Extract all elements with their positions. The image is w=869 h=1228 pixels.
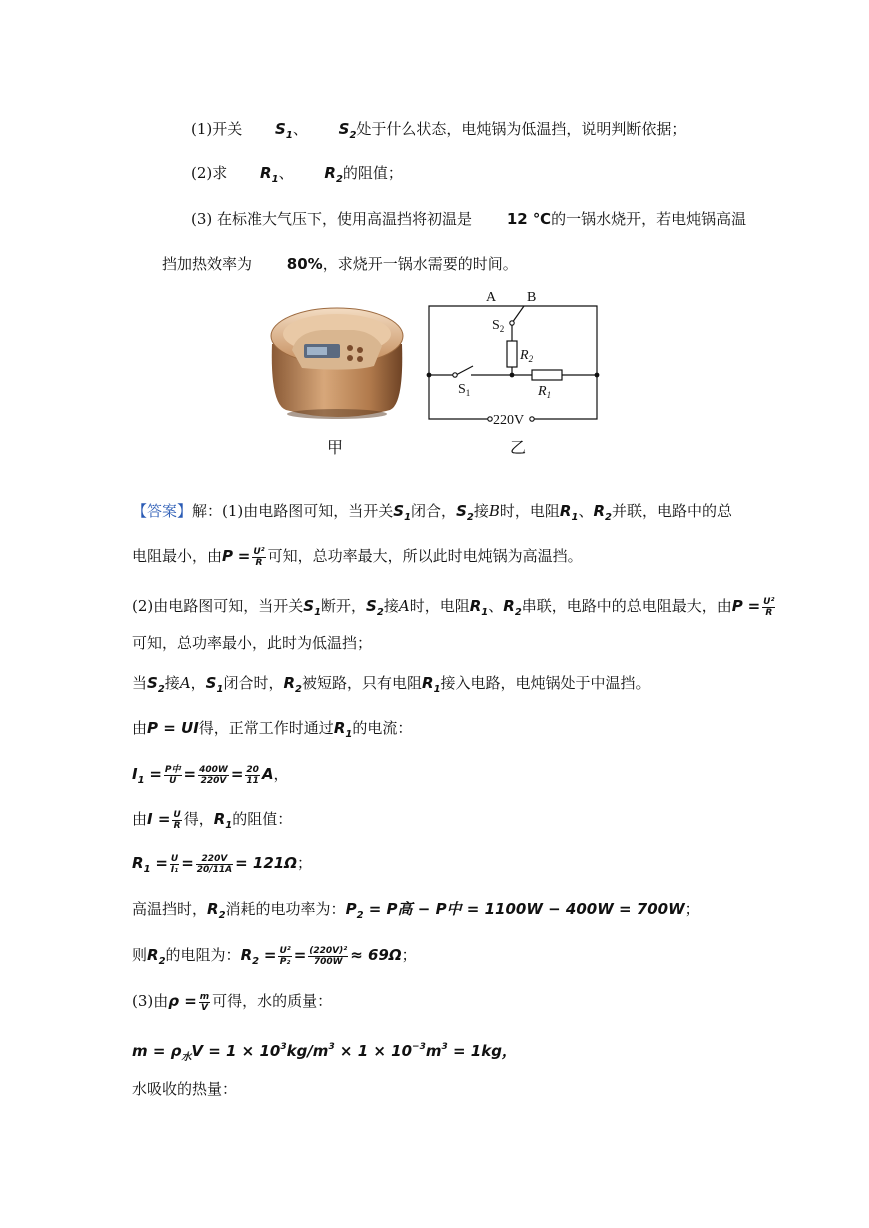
figure-label-yi: 乙 xyxy=(510,438,527,457)
answer-line-3: (2)由电路图可知，当开关$S_1$断开，$S_2$接A时，电阻$R_1$、$R_2$串联，电路中的总电阻最大，由P = $\frac{\text{U²}}{R}$ xyxy=(132,596,775,618)
s2-pivot xyxy=(510,321,514,325)
s2-label: $S_2$ xyxy=(492,318,505,334)
r1-label: $R_1$ xyxy=(538,384,552,400)
node-b-label: B xyxy=(527,290,537,305)
q2-r2: $R_2$ xyxy=(324,164,343,185)
answer-line-7: $I_1$ = $\frac{\text{P中}}{U}$ = $\frac{400W}{220V}$ = $\frac{20}{11}$ A， xyxy=(132,764,289,786)
answer-line-5: 当$S_2$接A，$S_1$闭合时，$R_2$被短路，只有电阻$R_1$接入电路，电炖锅处于中温挡。 xyxy=(132,674,651,695)
answer-line-1: 【答案】解：(1)由电路图可知，当开关$S_1$闭合，$S_2$接B时，电阻$R_1$、$R_2$并联，电路中的总 xyxy=(132,502,732,523)
voltage-label: 220V xyxy=(493,413,525,428)
circuit-diagram xyxy=(420,285,610,431)
answer-line-9: $R_1$ = $\frac{U}{\text{I₁}}$ = $\frac{220V}{20/11A}$ = 121Ω； xyxy=(132,853,312,875)
q1-s2: $S_2$ xyxy=(338,120,357,141)
rice-cooker-illustration xyxy=(262,296,412,422)
s1-label: $S_1$ xyxy=(458,382,471,398)
answer-line-2: 电阻最小，由P = $\frac{\text{U²}}{R}$ 可知，总功率最大，所以此时电炖锅为高温挡。 xyxy=(132,546,583,568)
question-3-line1: (3) 在标准大气压下，使用高温挡将初温是 12 ℃的一锅水烧开，若电炖锅高温 xyxy=(191,210,747,228)
node-a-label: A xyxy=(486,290,497,305)
terminal-right xyxy=(530,417,534,421)
answer-line-13: $m = \rho_水V = 1 \times 10^3kg/m^3 \times 1 \times 10^{-3}m^3 = 1kg$， xyxy=(132,1042,517,1063)
question-3-line2: 挡加热效率为 80%，求烧开一锅水需要的时间。 xyxy=(162,255,518,273)
q1-prefix: 开关 xyxy=(212,120,243,138)
q1-number: (1) xyxy=(191,120,213,138)
question-1: (1)开关 $S_1$、 $S_2$处于什么状态，电炖锅为低温挡，说明判断依据； xyxy=(191,120,687,141)
answer-line-10: 高温挡时，$R_2$消耗的电功率为：$P_2 = P$高 − P中 = 1100W − 400W = 700W； xyxy=(132,900,700,921)
r2-label: $R_2$ xyxy=(520,348,534,364)
s1-contact-left xyxy=(453,373,457,377)
junction-left xyxy=(427,373,432,378)
junction-right xyxy=(595,373,600,378)
terminal-left xyxy=(488,417,492,421)
q3-temperature: 12 ℃ xyxy=(506,210,552,228)
q3-efficiency: 80% xyxy=(286,255,323,273)
question-2: (2)求 $R_1$、 $R_2$的阻值； xyxy=(191,164,403,185)
answer-line-4: 可知，总功率最小，此时为低温挡； xyxy=(132,634,373,652)
q1-text: 处于什么状态，电炖锅为低温挡，说明判断依据； xyxy=(356,120,687,138)
junction-mid xyxy=(510,373,515,378)
answer-tag: 【答案】 xyxy=(132,502,193,520)
answer-line-12: (3)由ρ = $\frac{m}{V}$ 可得，水的质量： xyxy=(132,991,333,1013)
answer-line-11: 则$R_2$的电阻为：$R_2$ = $\frac{\text{U²}}{\text{P₂}}$ = $\frac{\text{(220V)²}}{700W}$ ≈ 69Ω； xyxy=(132,945,417,967)
q2-r1: $R_1$ xyxy=(260,164,279,185)
answer-line-6: 由P = UI得，正常工作时通过$R_1$的电流： xyxy=(132,719,413,740)
q1-s1: $S_1$ xyxy=(275,120,293,141)
answer-line-8: 由I = $\frac{U}{R}$ 得，$R_1$的阻值： xyxy=(132,809,293,831)
answer-line-14: 水吸收的热量： xyxy=(132,1080,238,1098)
figure-label-jia: 甲 xyxy=(327,438,344,457)
